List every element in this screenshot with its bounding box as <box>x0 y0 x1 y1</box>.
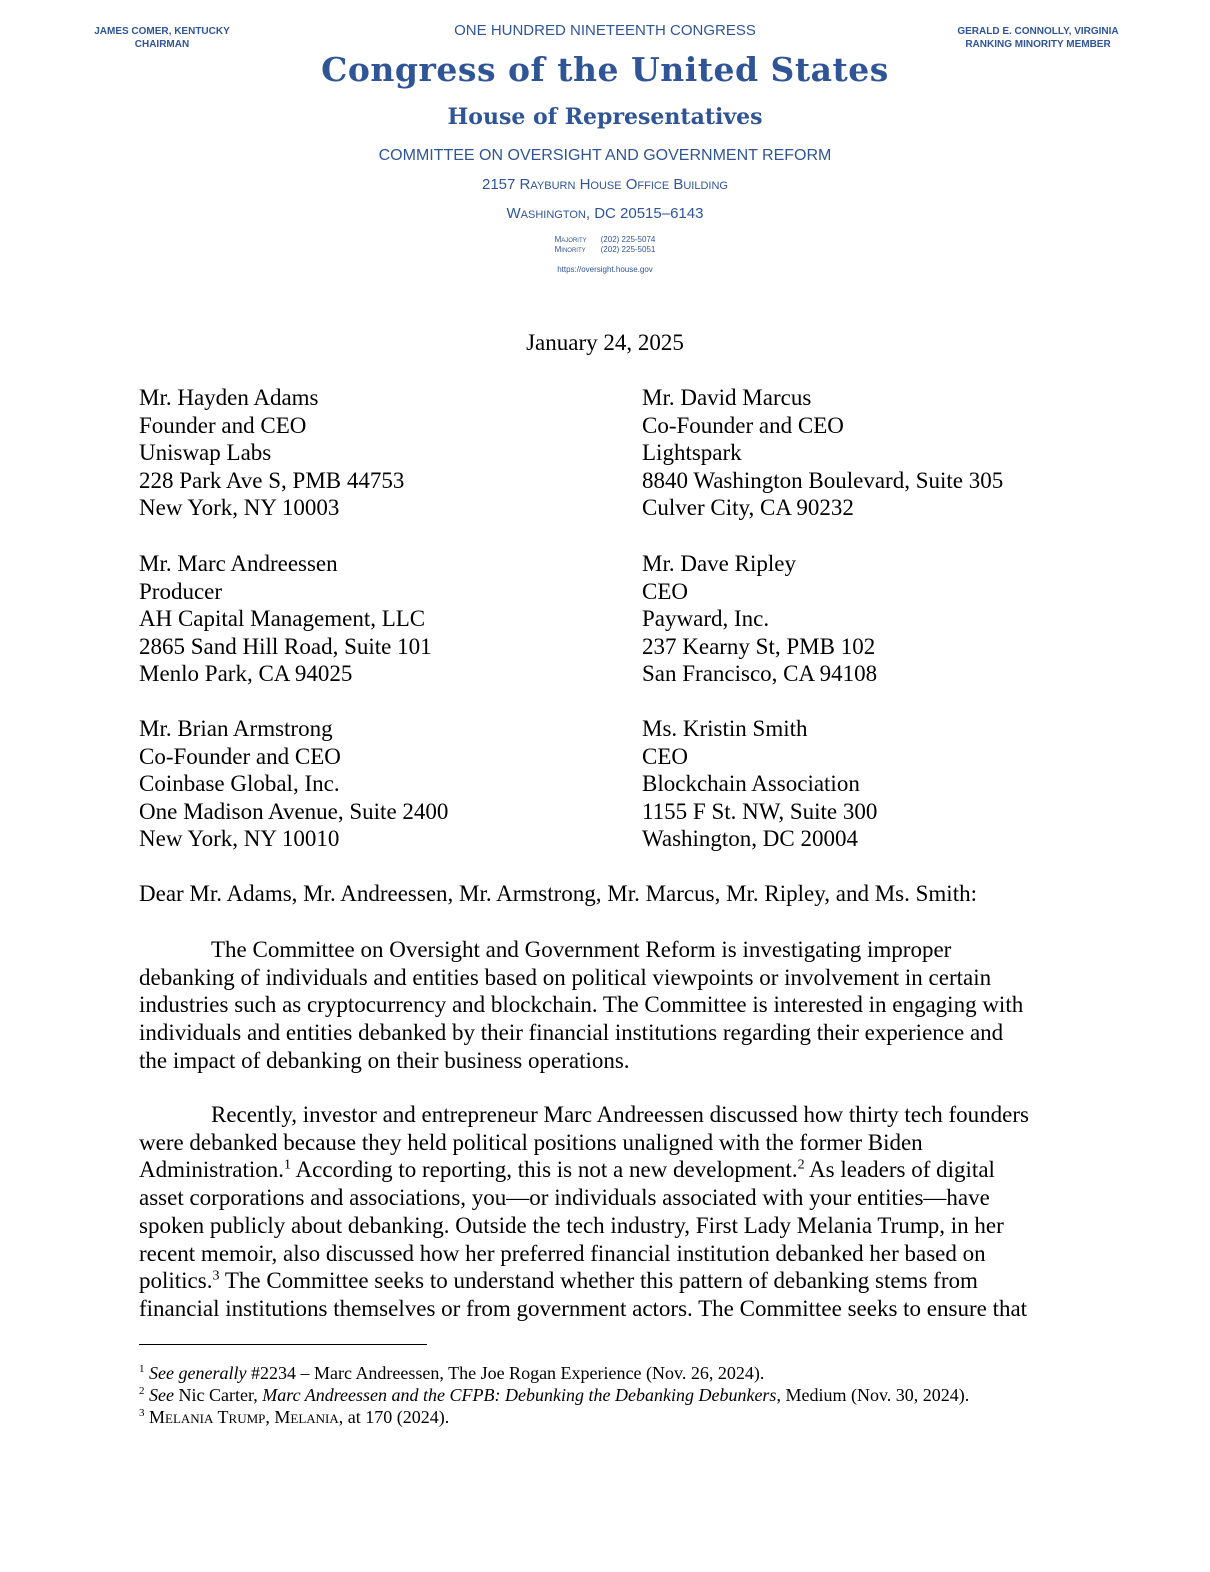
footnote-1 <box>139 1362 969 1384</box>
congress-number: ONE HUNDRED NINETEENTH CONGRESS <box>454 22 756 39</box>
recipient-name: Ms. Kristin Smith <box>642 716 808 741</box>
paragraph-line: asset corporations and associations, you—or individuals associated with your entities—have <box>139 1185 990 1211</box>
recipient-street: 1155 F St. NW, Suite 300 <box>642 798 878 824</box>
letter-date: January 24, 2025 <box>526 330 684 355</box>
footnote-2 <box>139 1384 969 1406</box>
text-span: Administration. <box>139 1157 285 1183</box>
recipient-city: Culver City, CA 90232 <box>642 495 854 520</box>
footnote-text: Nic Carter, <box>173 1385 263 1405</box>
house-title: House of Representatives <box>447 104 763 130</box>
recipient-street: 237 Kearny St, PMB 102 <box>642 633 876 659</box>
paragraph-line: Recently, investor and entrepreneur Marc Andreessen discussed how thirty tech founders <box>211 1102 1029 1127</box>
recipient-title: CEO <box>642 743 688 769</box>
text-span: According to reporting, this is not a new development. <box>291 1157 798 1183</box>
majority-label: Majority <box>554 235 587 244</box>
paragraph-line: the impact of debanking on their business operations. <box>139 1047 630 1073</box>
recipient-name: Mr. Marc Andreessen <box>139 551 338 576</box>
paragraph-line: industries such as cryptocurrency and blockchain. The Committee is interested in engaging with <box>139 992 1024 1018</box>
recipient-city: New York, NY 10003 <box>139 495 340 520</box>
recipient-title: Producer <box>139 578 223 604</box>
recipient-name: Mr. Brian Armstrong <box>139 716 333 741</box>
chairman-title: CHAIRMAN <box>134 39 190 50</box>
footnotes <box>139 1362 969 1428</box>
text-span: As leaders of digital <box>804 1157 995 1183</box>
text-span: politics. <box>139 1268 213 1294</box>
recipient-address <box>642 550 877 688</box>
recipient-street: One Madison Avenue, Suite 2400 <box>139 798 449 824</box>
recipient-name: Mr. Dave Ripley <box>642 551 796 576</box>
recipient-title: CEO <box>642 578 688 604</box>
recipient-address <box>139 550 432 688</box>
recipient-city: Menlo Park, CA 94025 <box>139 661 353 686</box>
footnote-signal: See <box>149 1385 174 1405</box>
website-link[interactable]: https://oversight.house.gov <box>557 265 653 274</box>
minority-label: Minority <box>554 245 586 254</box>
paragraph-line: were debanked because they held political positions unaligned with the former Biden <box>139 1129 923 1155</box>
paragraph-line: recent memoir, also discussed how her preferred financial institution debanked her based on <box>139 1240 986 1266</box>
footnote-number: 1 <box>139 1363 145 1375</box>
ranking-member-title: RANKING MINORITY MEMBER <box>965 39 1111 50</box>
recipient-organization: Blockchain Association <box>642 771 860 796</box>
chairman-name: JAMES COMER, KENTUCKY <box>94 26 230 37</box>
recipient-name: Mr. David Marcus <box>642 385 812 410</box>
footnote-number: 3 <box>139 1407 145 1419</box>
recipient-street: 228 Park Ave S, PMB 44753 <box>139 467 405 493</box>
chairman-block <box>62 25 262 51</box>
footnote-ref-2[interactable]: 2 <box>797 1157 805 1173</box>
paragraph-line: financial institutions themselves or from government actors. The Committee seeks to ensure that <box>139 1295 1028 1321</box>
recipient-organization: AH Capital Management, LLC <box>139 606 426 631</box>
recipient-title: Co-Founder and CEO <box>642 412 844 438</box>
recipient-address <box>642 384 1003 522</box>
footnote-text: #2234 – Marc Andreessen, The Joe Rogan Experience (Nov. 26, 2024). <box>246 1363 765 1383</box>
paragraph-line <box>139 1267 1079 1295</box>
majority-phone-line <box>305 235 905 245</box>
recipient-city: Washington, DC 20004 <box>642 826 859 851</box>
body-paragraph-1 <box>139 936 1079 1075</box>
minority-phone: (202) 225-5051 <box>600 245 656 254</box>
committee-name: COMMITTEE ON OVERSIGHT AND GOVERNMENT REFORM <box>378 147 832 164</box>
recipient-title: Co-Founder and CEO <box>139 743 341 769</box>
footnote-3 <box>139 1406 969 1428</box>
congress-title: Congress of the United States <box>321 50 889 89</box>
paragraph-line: debanking of individuals and entities based on political viewpoints or involvement in certain <box>139 964 992 990</box>
footnote-signal: See generally <box>149 1363 247 1383</box>
paragraph-line: spoken publicly about debanking. Outside the tech industry, First Lady Melania Trump, in her <box>139 1212 1004 1238</box>
recipient-city: San Francisco, CA 94108 <box>642 661 878 686</box>
footnote-ref-1[interactable]: 1 <box>284 1157 292 1173</box>
office-address-line2: Washington, DC 20515–6143 <box>506 205 704 222</box>
recipient-organization: Uniswap Labs <box>139 440 272 465</box>
recipient-organization: Lightspark <box>642 440 742 465</box>
salutation: Dear Mr. Adams, Mr. Andreessen, Mr. Armstrong, Mr. Marcus, Mr. Ripley, and Ms. Smith: <box>139 881 977 906</box>
recipient-name: Mr. Hayden Adams <box>139 385 319 410</box>
recipient-title: Founder and CEO <box>139 412 307 438</box>
footnote-divider <box>139 1344 427 1345</box>
paragraph-line: individuals and entities debanked by their financial institutions regarding their experience and <box>139 1020 1004 1046</box>
recipient-street: 8840 Washington Boulevard, Suite 305 <box>642 467 1004 493</box>
body-paragraph-2 <box>139 1101 1079 1323</box>
recipient-address <box>642 715 877 853</box>
ranking-member-block <box>938 25 1138 51</box>
recipient-address <box>139 715 448 853</box>
paragraph-line: The Committee on Oversight and Government Reform is investigating improper <box>211 937 952 962</box>
paragraph-line <box>139 1156 1079 1184</box>
majority-phone: (202) 225-5074 <box>600 235 656 244</box>
ranking-member-name: GERALD E. CONNOLLY, VIRGINIA <box>957 26 1119 37</box>
footnote-ref-3[interactable]: 3 <box>212 1268 220 1284</box>
footnote-book-citation: Melania Trump, Melania <box>149 1407 339 1427</box>
recipient-city: New York, NY 10010 <box>139 826 340 851</box>
minority-phone-line <box>305 245 905 255</box>
recipient-street: 2865 Sand Hill Road, Suite 101 <box>139 633 432 659</box>
phone-numbers <box>305 235 905 255</box>
recipient-organization: Coinbase Global, Inc. <box>139 771 340 796</box>
text-span: The Committee seeks to understand whether this pattern of debanking stems from <box>219 1268 978 1294</box>
footnote-text: , Medium (Nov. 30, 2024). <box>776 1385 970 1405</box>
recipient-address <box>139 384 404 522</box>
footnote-article-title: Marc Andreessen and the CFPB: Debunking the Debanking Debunkers <box>262 1385 777 1405</box>
office-address-line1: 2157 Rayburn House Office Building <box>482 176 728 193</box>
footnote-text: , at 170 (2024). <box>338 1407 450 1427</box>
recipient-organization: Payward, Inc. <box>642 606 770 631</box>
footnote-number: 2 <box>139 1385 145 1397</box>
